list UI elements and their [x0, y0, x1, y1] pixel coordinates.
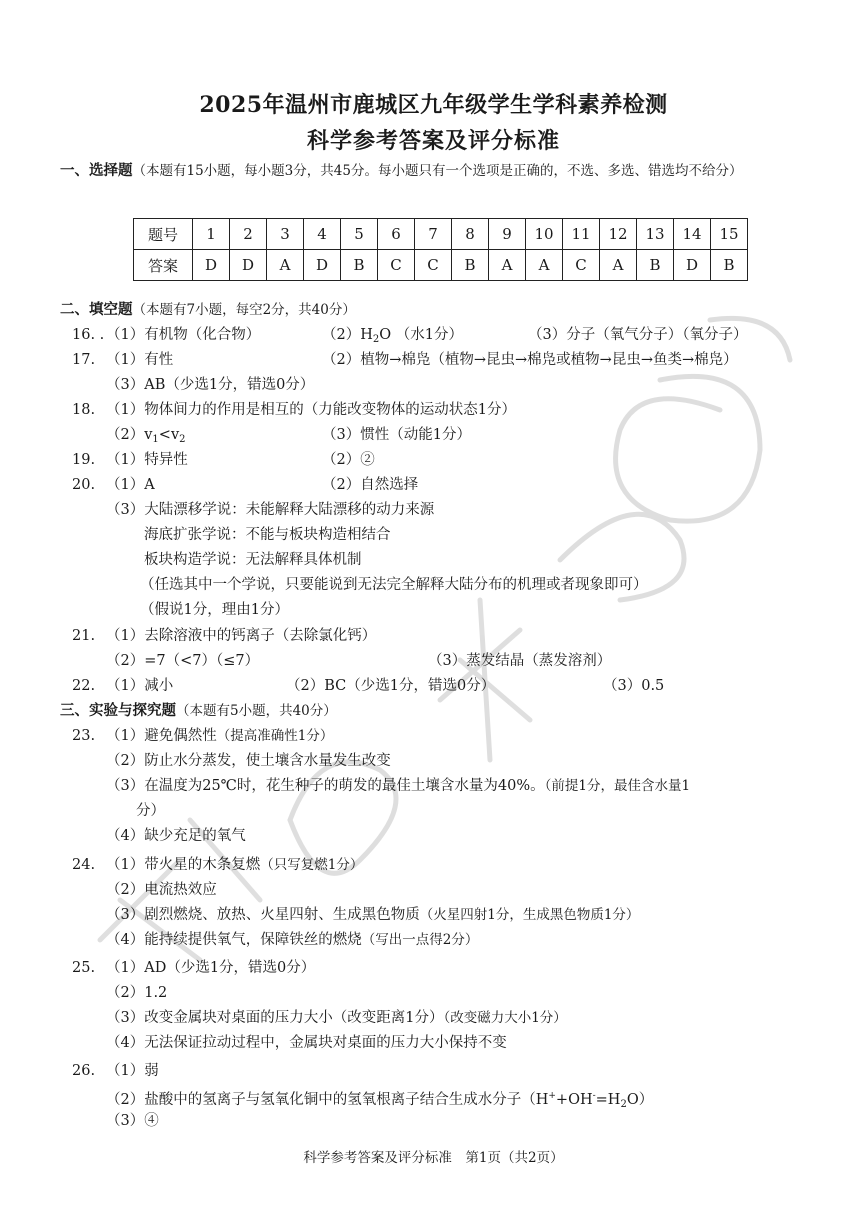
- section-2-header: [60, 300, 356, 320]
- q16-answer-3: （3）分子（氧气分子）（氧分子）: [528, 327, 748, 343]
- q17-answer-1: （1）有性: [106, 352, 174, 368]
- q23-a1-main: （1）避免偶然性: [106, 728, 217, 744]
- section-2-heading: 二、填空题: [60, 301, 133, 318]
- table-cell-answer: B: [341, 250, 378, 281]
- q21-answer-1: （1）去除溶液中的钙离子（去除氯化钙）: [106, 628, 377, 644]
- q17-answer-2: （2）植物→棉凫（植物→昆虫→棉凫或植物→昆虫→鱼类→棉凫）: [322, 352, 738, 368]
- q18-a2-sub1: 1: [152, 434, 159, 445]
- table-cell-number: 2: [230, 219, 267, 250]
- q17-answer-3: （3）AB（少选1分，错选0分）: [106, 377, 315, 393]
- q26-a2-end: O）: [626, 1092, 654, 1108]
- q21-answer-2: （2）=7（<7）（≤7）: [106, 653, 260, 669]
- table-cell-number: 5: [341, 219, 378, 250]
- document-title: 2025年温州市鹿城区九年级学生学科素养检测: [199, 92, 668, 118]
- q26-answer-3: （3）④: [106, 1113, 159, 1129]
- table-cell-answer: C: [415, 250, 452, 281]
- q22-answer-1: （1）减小: [106, 678, 174, 694]
- q24-a3-note: （火星四射1分，生成黑色物质1分）: [419, 907, 640, 923]
- q18-answer-2: [106, 425, 186, 450]
- q24-a4-main: （4）能持续提供氧气，保障铁丝的燃烧: [106, 932, 362, 948]
- section-1-header: [60, 158, 810, 184]
- q23-a3-main: （3）在温度为25℃时，花生种子的萌发的最佳土壤含水量为40%。: [106, 778, 545, 794]
- answer-table: [133, 218, 748, 281]
- q24-answer-1: [106, 855, 363, 875]
- q19-number: 19.: [72, 452, 96, 468]
- q23-answer-3-cont: 分）: [136, 803, 165, 819]
- table-cell-number: 12: [600, 219, 637, 250]
- q25-answer-3: [106, 1008, 567, 1028]
- table-label-answer: 答案: [134, 250, 193, 281]
- q25-a3-main: （3）改变金属块对桌面的压力大小（改变距离1分）: [106, 1010, 444, 1026]
- q20-note-2: （假说1分，理由1分）: [140, 602, 289, 618]
- q21-number: 21.: [72, 628, 96, 644]
- q24-a1-note: （只写复燃1分）: [260, 857, 364, 873]
- q26-a2-eq: =H: [595, 1092, 621, 1108]
- table-cell-answer: D: [304, 250, 341, 281]
- section-1-note: （本题有15小题，每小题3分，共45分。每小题只有一个选项是正确的，不选、多选、错选均不给分）: [132, 163, 743, 179]
- q26-a2-sup1: +: [548, 1091, 556, 1101]
- table-row-numbers: [134, 219, 748, 250]
- table-cell-number: 3: [267, 219, 304, 250]
- section-1-heading: 一、选择题: [60, 162, 133, 179]
- q24-answer-3: [106, 905, 639, 925]
- section-2-note: （本题有7小题，每空2分，共40分）: [132, 302, 356, 318]
- q26-a2-sub: 2: [620, 1099, 627, 1110]
- table-cell-answer: B: [637, 250, 674, 281]
- q24-number: 24.: [72, 857, 96, 873]
- q26-a2-mid: +OH: [555, 1092, 593, 1108]
- q21-answer-3: （3）蒸发结晶（蒸发溶剂）: [428, 653, 612, 669]
- q24-a4-note: （写出一点得2分）: [361, 932, 479, 948]
- q19-answer-1: （1）特异性: [106, 452, 188, 468]
- section-3-header: [60, 701, 337, 721]
- q26-answer-1: （1）弱: [106, 1063, 159, 1079]
- table-cell-number: 11: [563, 219, 600, 250]
- q23-a3-note: （前提1分，最佳含水量1: [544, 778, 691, 794]
- q26-a2-sup2: -: [592, 1091, 596, 1101]
- table-cell-answer: B: [711, 250, 748, 281]
- q16-number: 16. .: [72, 327, 105, 343]
- q18-a2-pre: （2）v: [106, 427, 153, 443]
- table-cell-answer: A: [489, 250, 526, 281]
- q18-answer-3: （3）惯性（动能1分）: [322, 427, 471, 443]
- q23-number: 23.: [72, 728, 96, 744]
- q20-answer-2: （2）自然选择: [322, 477, 419, 493]
- section-3-heading: 三、实验与探究题: [60, 702, 176, 719]
- table-cell-answer: B: [452, 250, 489, 281]
- table-cell-number: 9: [489, 219, 526, 250]
- q23-answer-2: （2）防止水分蒸发，使土壤含水量发生改变: [106, 753, 391, 769]
- q16-answer-2: [322, 325, 463, 350]
- q16-a2-pre: （2）H: [322, 327, 373, 343]
- q24-answer-4: [106, 930, 478, 950]
- q20-answer-3-line-2: 海底扩张学说：不能与板块构造相结合: [144, 527, 391, 543]
- q17-number: 17.: [72, 352, 96, 368]
- document-subtitle: 科学参考答案及评分标准: [306, 128, 560, 154]
- q20-answer-1: （1）A: [106, 477, 155, 493]
- table-cell-number: 13: [637, 219, 674, 250]
- q25-answer-2: （2）1.2: [106, 985, 168, 1001]
- q22-answer-3: （3）0.5: [603, 678, 665, 694]
- q19-answer-2: （2）②: [322, 452, 375, 468]
- table-cell-answer: A: [526, 250, 563, 281]
- q26-a2-main: （2）盐酸中的氢离子与氢氧化铜中的氢氧根离子结合生成水分子（H: [106, 1092, 549, 1108]
- q23-answer-3: [106, 776, 690, 796]
- q24-a1-main: （1）带火星的木条复燃: [106, 857, 261, 873]
- q20-number: 20.: [72, 477, 96, 493]
- q24-answer-2: （2）电流热效应: [106, 882, 217, 898]
- q20-note-1: （任选其中一个学说，只要能说到无法完全解释大陆分布的机理或者现象即可）: [140, 577, 648, 593]
- q25-answer-1: （1）AD（少选1分，错选0分）: [106, 960, 316, 976]
- q18-number: 18.: [72, 402, 96, 418]
- q23-a1-note: （提高准确性1分）: [216, 728, 334, 744]
- q16-a2-post: O （水1分）: [379, 327, 463, 343]
- table-cell-answer: C: [378, 250, 415, 281]
- table-cell-answer: A: [600, 250, 637, 281]
- table-cell-answer: C: [563, 250, 600, 281]
- table-cell-number: 7: [415, 219, 452, 250]
- q18-answer-1: （1）物体间力的作用是相互的（力能改变物体的运动状态1分）: [106, 402, 516, 418]
- q18-a2-sub2: 2: [179, 434, 186, 445]
- q22-answer-2: （2）BC（少选1分，错选0分）: [286, 678, 496, 694]
- q22-number: 22.: [72, 678, 96, 694]
- table-cell-number: 8: [452, 219, 489, 250]
- table-cell-number: 1: [193, 219, 230, 250]
- table-cell-number: 15: [711, 219, 748, 250]
- page-footer: 科学参考答案及评分标准 第1页（共2页）: [303, 1150, 564, 1166]
- table-cell-answer: D: [674, 250, 711, 281]
- q25-answer-4: （4）无法保证拉动过程中，金属块对桌面的压力大小保持不变: [106, 1035, 507, 1051]
- q25-a3-note: （改变磁力大小1分）: [443, 1010, 567, 1026]
- table-cell-answer: D: [230, 250, 267, 281]
- q20-answer-3: （3）大陆漂移学说：未能解释大陆漂移的动力来源: [106, 502, 435, 518]
- table-label-number: 题号: [134, 219, 193, 250]
- q25-number: 25.: [72, 960, 96, 976]
- q20-answer-3-line-3: 板块构造学说：无法解释具体机制: [144, 552, 362, 568]
- q24-a3-main: （3）剧烈燃烧、放热、火星四射、生成黑色物质: [106, 907, 420, 923]
- section-3-note: （本题有5小题，共40分）: [176, 703, 337, 719]
- table-row-answers: [134, 250, 748, 281]
- table-cell-number: 14: [674, 219, 711, 250]
- q23-answer-4: （4）缺少充足的氧气: [106, 828, 246, 844]
- table-cell-answer: A: [267, 250, 304, 281]
- q18-a2-mid: <v: [158, 427, 180, 443]
- q16-a2-sub: 2: [372, 334, 380, 345]
- q23-answer-1: [106, 726, 333, 746]
- q26-number: 26.: [72, 1063, 96, 1079]
- table-cell-answer: D: [193, 250, 230, 281]
- q26-answer-2: [106, 1086, 653, 1115]
- q16-answer-1: （1）有机物（化合物）: [106, 327, 261, 343]
- table-cell-number: 6: [378, 219, 415, 250]
- table-cell-number: 10: [526, 219, 563, 250]
- table-cell-number: 4: [304, 219, 341, 250]
